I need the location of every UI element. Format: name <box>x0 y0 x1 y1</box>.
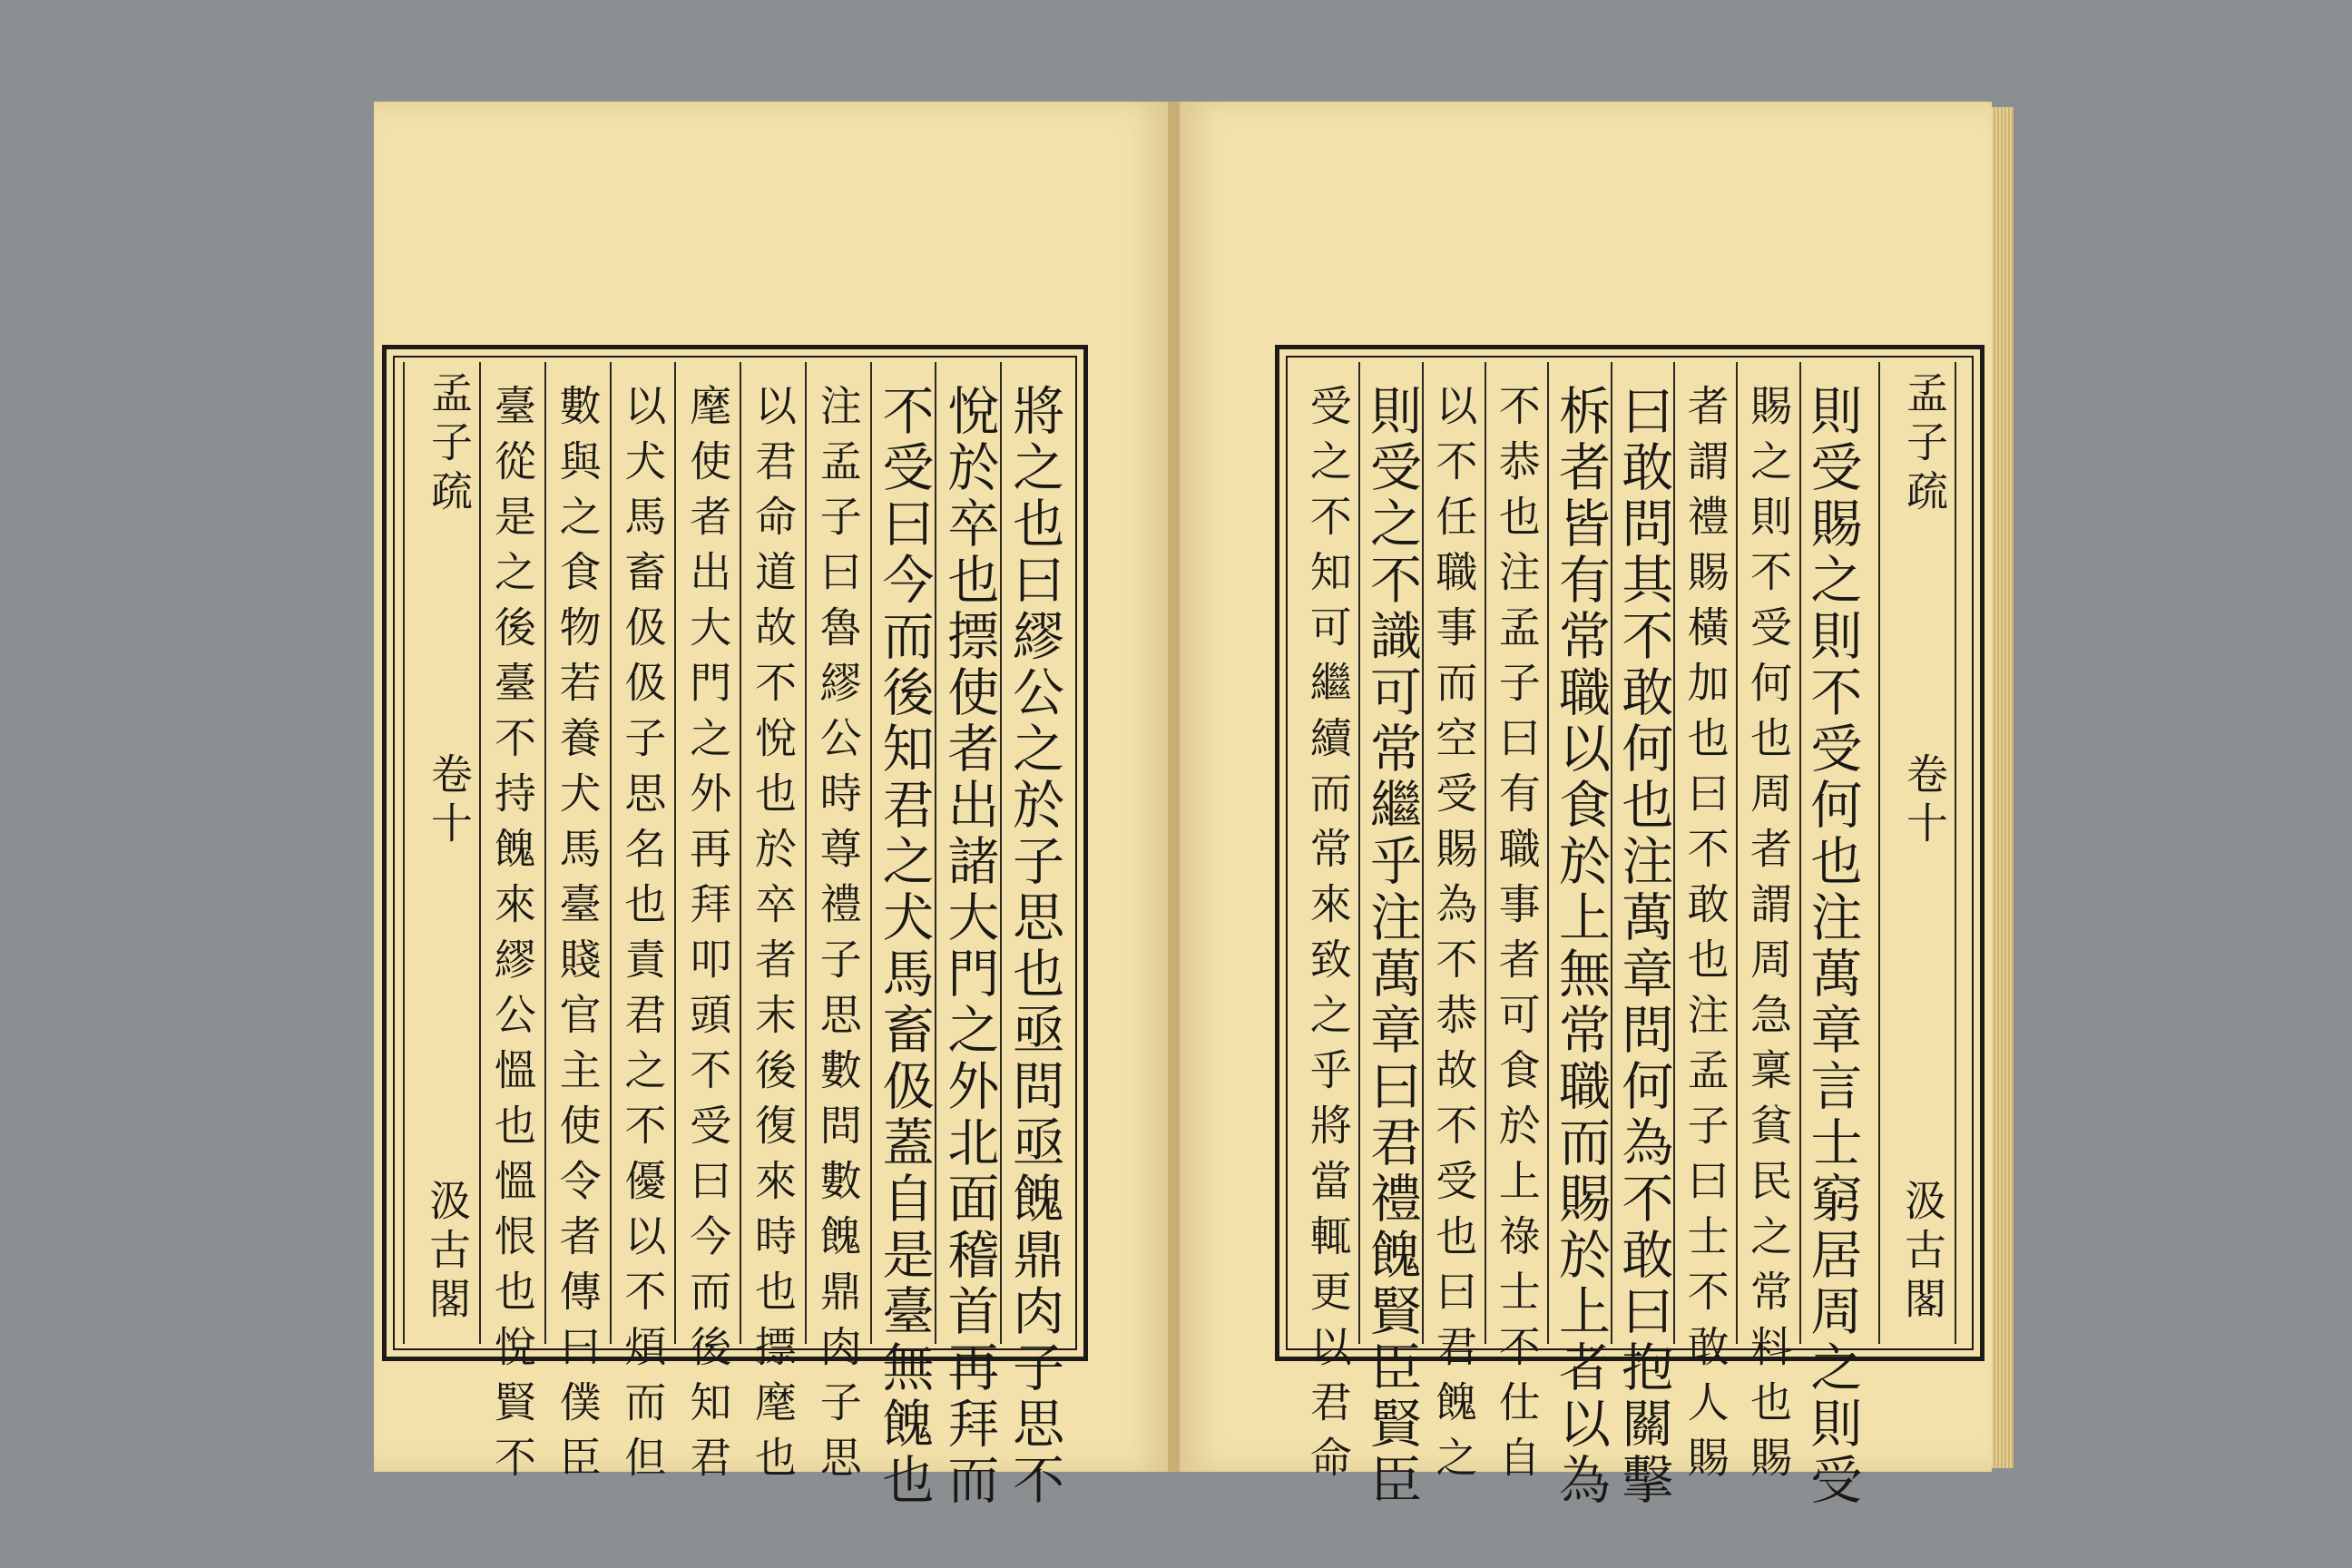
left-text-columns <box>481 362 1065 1509</box>
text-line: 以不任職事而空受賜為不恭故不受也曰君餽之 <box>1429 384 1479 1491</box>
margin-publisher: 汲古閣 <box>423 1179 472 1326</box>
left-margin-strip <box>403 362 481 1344</box>
text-line: 不恭也注孟子曰有職事者可食於上祿士不仕自 <box>1492 384 1542 1491</box>
text-column <box>674 362 740 1491</box>
left-text-frame <box>382 345 1088 1509</box>
text-line: 以犬馬畜伋伋子思名也責君之不優以不煩而但 <box>618 384 668 1491</box>
right-text-frame <box>1275 345 1984 1509</box>
margin-chapter: 卷十 <box>1900 752 1949 850</box>
text-column <box>544 362 610 1491</box>
text-column <box>610 362 675 1491</box>
text-line: 則受之不識可常繼乎注萬章曰君禮餽賢臣賢臣 <box>1361 384 1422 1509</box>
text-column <box>935 362 1000 1509</box>
text-line: 柝者皆有常職以食於上無常職而賜於上者以為 <box>1550 384 1611 1509</box>
text-column <box>1611 362 1673 1509</box>
text-line: 悅於卒也摽使者出諸大門之外北面稽首再拜而 <box>938 384 999 1509</box>
right-text-columns <box>1298 362 1862 1509</box>
text-column <box>805 362 870 1491</box>
page-edges <box>1992 107 2014 1468</box>
text-line: 注孟子曰魯繆公時尊禮子思數問數餽鼎肉子思 <box>813 384 863 1491</box>
text-line: 者謂禮賜橫加也曰不敢也注孟子曰士不敢人賜 <box>1681 384 1730 1491</box>
text-line: 將之也曰繆公之於子思也亟問亟餽鼎肉子思不 <box>1004 384 1064 1509</box>
margin-publisher: 汲古閣 <box>1898 1179 1947 1326</box>
text-line: 曰敢問其不敢何也注萬章問何為不敢曰抱關擊 <box>1612 384 1673 1509</box>
text-column <box>1000 362 1065 1509</box>
text-column <box>1485 362 1547 1491</box>
text-line: 則受賜之則不受何也注萬章言士窮居周之則受 <box>1801 384 1862 1509</box>
text-line: 賜之則不受何也周者謂周急稟貧民之常料也賜 <box>1744 384 1793 1491</box>
margin-title: 孟子疏 <box>425 371 474 518</box>
text-line: 不受曰今而後知君之犬馬畜伋蓋自是臺無餽也 <box>874 384 935 1509</box>
text-line: 受之不知可繼續而常來致之乎將當輒更以君命 <box>1303 384 1353 1491</box>
text-column <box>1298 362 1358 1491</box>
text-column <box>1736 362 1798 1491</box>
text-column <box>1547 362 1611 1509</box>
margin-chapter: 卷十 <box>425 752 474 850</box>
text-line: 臺從是之後臺不持餽來繆公慍也慍恨也悅賢不 <box>487 384 537 1491</box>
text-column <box>1799 362 1862 1509</box>
book-spine <box>1168 102 1180 1472</box>
text-column <box>870 362 936 1509</box>
text-column <box>740 362 805 1491</box>
text-column <box>1673 362 1736 1491</box>
margin-title: 孟子疏 <box>1900 371 1949 518</box>
text-column <box>1422 362 1485 1491</box>
text-column <box>481 362 544 1491</box>
text-line: 數與之食物若養犬馬臺賤官主使令者傳曰僕臣 <box>553 384 603 1491</box>
right-margin-strip <box>1878 362 1956 1344</box>
text-line: 麾使者出大門之外再拜叩頭不受曰今而後知君 <box>683 384 733 1491</box>
text-line: 以君命道故不悅也於卒者末後復來時也摽麾也 <box>748 384 798 1491</box>
text-column <box>1358 362 1422 1509</box>
